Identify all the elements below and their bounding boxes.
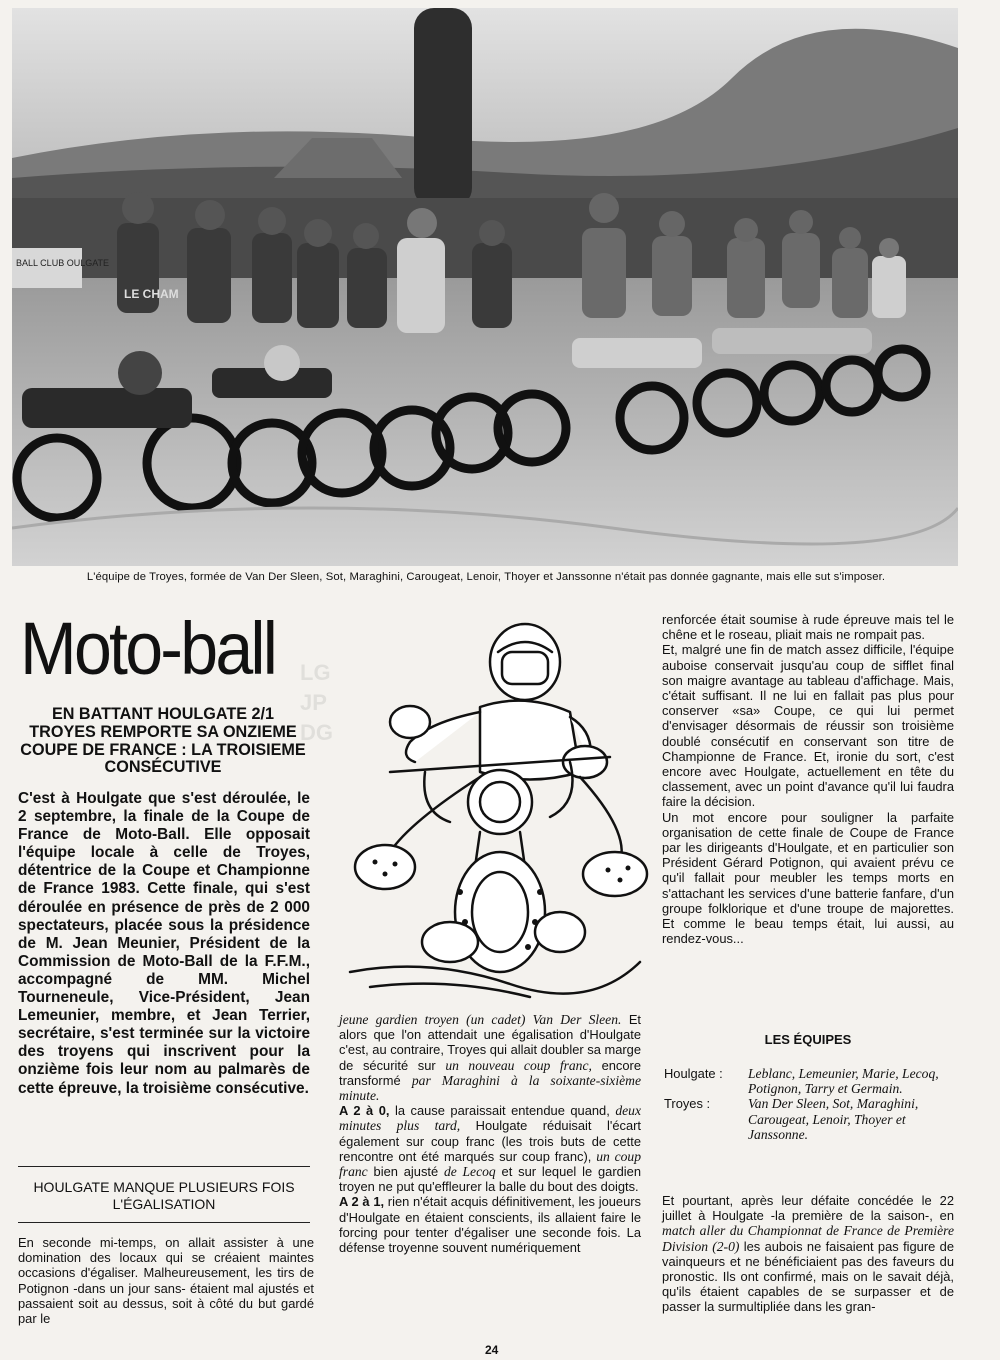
watermark-text: JP <box>300 690 327 715</box>
paragraph <box>339 1194 641 1255</box>
helmet <box>118 351 162 395</box>
divider <box>18 1222 310 1223</box>
motoball-rider-drawing <box>330 612 650 1007</box>
watermark-text: DG <box>300 720 333 745</box>
team-row <box>664 1096 956 1142</box>
column-3-body <box>662 612 954 946</box>
article-title: Moto-ball <box>20 607 276 690</box>
divider <box>18 1166 310 1167</box>
column-2-body <box>339 1012 641 1255</box>
section-subhead: HOULGATE MANQUE PLUSIEURS FOIS L'ÉGALISATION <box>33 1179 295 1212</box>
team-players: Leblanc, Lemeunier, Marie, Lecoq, Potignon, Tarry et Germain. <box>748 1066 939 1097</box>
text: Et pourtant, après leur défaite concédée le 22 juillet à Houlgate -la première de la saison-, en <box>662 1192 954 1224</box>
paragraph <box>339 1103 641 1194</box>
text: Et alors que l'on attendait une égalisation d'Houlgate c'est, au contraire, Troyes qui allait doubler sa marge de sécurité sur <box>339 1012 642 1073</box>
article-deck: EN BATTANT HOULGATE 2/1 TROYES REMPORTE SA ONZIEME COUPE DE FRANCE : LA TROISIEME CONSÉCUTIVE <box>20 705 306 777</box>
paragraph <box>339 1012 641 1103</box>
italic-text: match aller du Championnat de France de Première Division (2-0) <box>662 1223 954 1254</box>
paragraph: En seconde mi-temps, on allait assister à une domination des locaux qui se créaient maintes occasions d'égaliser. Malheureusement, les tirs de Potignon -dans un jour sans- étaient mal ajustés et passaient soit au dessus, soit à côté du but gardé par le <box>18 1235 314 1327</box>
column-3-continuation <box>662 1180 954 1327</box>
jersey-text: LE CHAM <box>124 287 179 301</box>
text: la cause paraissait entendue quand, <box>389 1103 616 1119</box>
text: Houlgate réduisait l'écart également sur coup franc (les trois buts de cette rencontre ont été marqués sur coup franc), <box>339 1118 641 1164</box>
paragraph: Un mot encore pour souligner la parfaite organisation de cette finale de Coupe de France par les dirigeants d'Houlgate, et en particulier son Président Gérard Potignon, qui avaient prévu ce qu'il fallait pour meubler les temps morts en s'attachant les services d'une batterie fanfare, d'un groupe folklorique et d'une troupe de majorettes. Et comme le beau temps était, lui aussi, au rendez-vous... <box>662 809 954 947</box>
teams-list <box>664 1066 956 1142</box>
text: les aubois ne faisaient pas figure de vainqueurs et ne bénéficiaient pas des faveurs du pronostic. Ils ont confirmé, mais on le savait déjà, qu'ils étaient capables de se surpasser et de passer la surmultipliée dans les gran- <box>662 1238 954 1315</box>
italic-text: par Maraghini à la soixante-sixième minute. <box>339 1072 641 1104</box>
text: encore transformé <box>339 1057 641 1088</box>
watermark-text: LG <box>300 660 331 685</box>
cartoon-illustration <box>330 612 650 1007</box>
page-number: 24 <box>485 1343 499 1357</box>
team-photo-drawing <box>12 8 958 566</box>
team-name: Troyes : <box>664 1096 711 1112</box>
paragraph: Et, malgré une fin de match assez difficile, l'équipe auboise conservait jusqu'au coup de sifflet final son maigre avantage au tableau d'affichage. Mais, c'était suffisant. Il ne lui en fallait pas plus pour conserver «sa» Coupe, ce qui lui permet d'envisager désormais de réussir son troisième doublé consécutif en conservant son titre de Championne de France. Et, ironie du sort, c'est encore avec Houlgate, actuellement en tête du classement, avec un point d'avance qu'il lui faudra faire la décision. <box>662 642 954 810</box>
bold-lead: A 2 à 1, <box>339 1194 385 1210</box>
poplar-tree <box>414 8 472 208</box>
text: et sur lequel le gardien troyen ne put qu'effleurer la balle du bout des doigts. <box>339 1164 642 1195</box>
bold-lead: A 2 à 0, <box>339 1103 390 1119</box>
team-name: Houlgate : <box>664 1066 723 1081</box>
text: bien ajusté <box>367 1164 444 1180</box>
paragraph <box>662 1193 954 1315</box>
italic-text: un nouveau coup franc, <box>445 1057 592 1073</box>
club-banner: BALL CLUB OULGATE <box>16 258 110 268</box>
column-1-body <box>18 1235 314 1326</box>
italic-text: de Lecoq <box>444 1164 496 1180</box>
italic-text: jeune gardien troyen (un cadet) Van Der Sleen. <box>339 1012 622 1027</box>
photo-caption: L'équipe de Troyes, formée de Van Der Sleen, Sot, Maraghini, Carougeat, Lenoir, Thoyer et Janssonne n'était pas donnée gagnante, mais elle sut s'imposer. <box>86 571 886 583</box>
italic-text: un coup franc <box>339 1148 641 1180</box>
team-players: Van Der Sleen, Sot, Maraghini, Carougeat, Lenoir, Thoyer et Janssonne. <box>748 1096 919 1142</box>
team-row <box>664 1066 956 1096</box>
teams-heading: LES ÉQUIPES <box>764 1032 852 1047</box>
paragraph: renforcée était soumise à rude épreuve mais tel le chêne et le roseau, pliait mais ne rompait pas. <box>662 612 954 643</box>
article-lead: C'est à Houlgate que s'est déroulée, le 2 septembre, la finale de la Coupe de France de Moto-Ball. Elle opposait l'équipe locale à celle de Troyes, détentrice de la Coupe et Championne de France 1983. Cette finale, qui s'est déroulée en présence de près de 2 000 spectateurs, placée sous la présidence de M. Jean Meunier, Président de la Commission de Moto-Ball de la F.F.M., accompagné de MM. Michel Tourneneule, Vice-Président, Jean Lemeunier, membre, et Jean Terrier, secrétaire, s'est terminée sur la victoire des troyens qui inscrivent pour la onzième fois leur nom au palmarès de cette épreuve, la troisième consécutive. <box>18 790 310 1097</box>
team-photo <box>12 8 958 566</box>
italic-text: deux minutes plus tard, <box>339 1103 641 1134</box>
text: rien n'était acquis définitivement, les joueurs d'Houlgate en étaient conscients, ils allaient faire le forcing pour tenter d'égaliser une seconde fois. La défense troyenne souvent numériquement <box>339 1194 641 1256</box>
